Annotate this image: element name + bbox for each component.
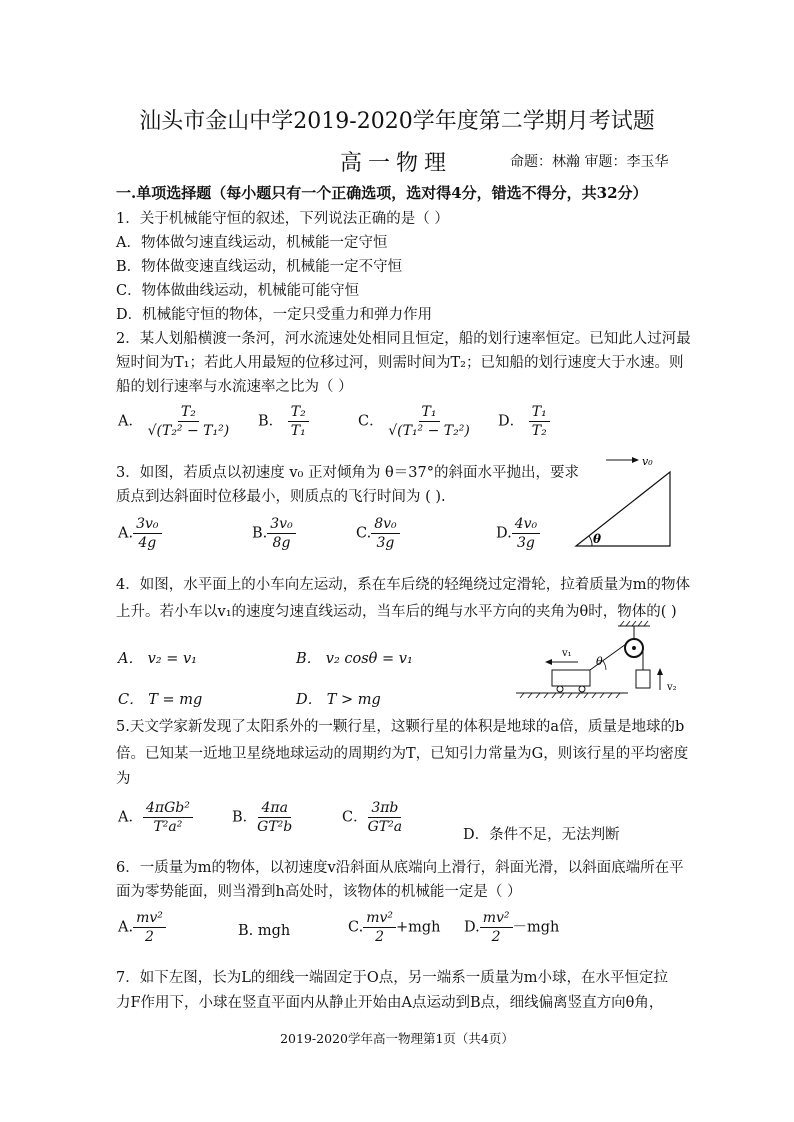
q2-b-den: T₁ xyxy=(290,423,306,439)
ground-hatch xyxy=(520,693,620,698)
v2-label: v₂ xyxy=(667,682,677,693)
q3-option-c xyxy=(356,516,400,551)
q2-option-c xyxy=(358,404,470,439)
q3-c-den: 3g xyxy=(376,535,395,551)
q3-a-fraction xyxy=(133,516,161,551)
q6-option-b: B. mgh xyxy=(238,923,291,939)
q2-d-den: T₂ xyxy=(531,423,547,439)
q3-b-num: 3v₀ xyxy=(267,516,295,534)
q3-a-den: 4g xyxy=(138,535,157,551)
cart-wheel-right xyxy=(579,686,585,692)
q6-line-1: 6．一质量为m的物体，以初速度v沿斜面从底端向上滑行，斜面光滑，以斜面底端所在平 xyxy=(116,860,684,876)
section-heading: 一.单项选择题（每小题只有一个正确选项，选对得4分，错选不得分，共32分） xyxy=(116,184,648,202)
q5-option-c xyxy=(342,800,402,835)
theta-arc xyxy=(603,661,606,670)
ceiling-hatch xyxy=(620,621,648,626)
q1-option-a: A．物体做匀速直线运动，机械能一定守恒 xyxy=(116,235,388,251)
q2-b-label: B． xyxy=(258,413,284,430)
q3-c-fraction xyxy=(371,516,399,551)
q5-a-den: T²a² xyxy=(153,819,183,835)
q5-c-fraction xyxy=(368,800,402,835)
q2-option-a xyxy=(118,404,229,439)
q4-option-d: D． T > mg xyxy=(296,692,381,708)
q2-d-num: T₁ xyxy=(529,404,550,422)
q3-line-1: 3．如图，若质点以初速度 v₀ 正对倾角为 θ＝37°的斜面水平抛出，要求 xyxy=(116,465,579,481)
authors-line: 命题：林瀚 审题：李玉华 xyxy=(510,154,669,170)
q3-c-num: 8v₀ xyxy=(371,516,399,534)
theta-label: θ xyxy=(593,532,602,546)
q5-c-den: GT²a xyxy=(367,819,403,835)
q3-option-a xyxy=(118,516,162,551)
q5-option-a xyxy=(118,800,193,835)
q2-c-num: T₁ xyxy=(419,404,440,422)
q6-a-label: A. xyxy=(118,919,134,936)
q2-d-label: D． xyxy=(498,413,525,430)
q4-line-1: 4．如图，水平面上的小车向左运动，系在车后绕的轻绳绕过定滑轮，拉着质量为m的物体 xyxy=(116,577,690,593)
q5-b-fraction xyxy=(257,800,292,835)
q5-line-3: 为 xyxy=(116,771,131,787)
q2-b-num: T₂ xyxy=(288,404,309,422)
q6-option-d xyxy=(464,910,559,945)
q3-c-label: C. xyxy=(356,525,372,542)
q3-d-fraction xyxy=(512,516,540,551)
q2-line-1: 2．某人划船横渡一条河，河水流速处处相同且恒定，船的划行速率恒定。已知此人过河最 xyxy=(116,331,691,347)
q5-a-label: A． xyxy=(118,809,143,826)
q6-option-c xyxy=(348,910,441,945)
q5-option-b xyxy=(232,800,292,835)
q2-b-fraction xyxy=(288,404,309,439)
page-footer: 2019-2020学年高一物理第1页（共4页） xyxy=(280,1031,514,1046)
q6-d-fraction xyxy=(480,910,513,945)
q2-c-den: √(T₁² − T₂²) xyxy=(388,423,470,439)
q2-a-fraction xyxy=(148,404,230,439)
q6-d-label: D. xyxy=(464,919,480,936)
q2-line-3: 船的划行速率与水流速率之比为（ ） xyxy=(116,379,353,395)
q3-option-d xyxy=(496,516,540,551)
q5-a-fraction xyxy=(143,800,193,835)
q2-option-b xyxy=(258,404,309,439)
q6-c-label: C. xyxy=(348,919,364,936)
v0-arrow-head xyxy=(632,457,639,463)
q1-stem: 1．关于机械能守恒的叙述，下列说法正确的是（ ） xyxy=(116,211,449,227)
q3-d-label: D. xyxy=(496,525,512,542)
q3-b-label: B. xyxy=(252,525,268,542)
q5-line-2: 倍。已知某一近地卫星绕地球运动的周期约为T，已知引力常量为G，则该行星的平均密度 xyxy=(116,746,689,762)
cart-body xyxy=(552,670,590,686)
q6-c-suffix: +mgh xyxy=(395,919,441,936)
q3-b-fraction xyxy=(267,516,295,551)
q5-c-num: 3πb xyxy=(368,800,401,818)
q5-c-label: C． xyxy=(342,809,368,826)
q2-c-label: C． xyxy=(358,413,384,430)
q1-option-d: D．机械能守恒的物体，一定只受重力和弹力作用 xyxy=(116,307,433,323)
q6-d-suffix: －mgh xyxy=(512,919,560,936)
q6-option-a xyxy=(118,910,166,945)
q1-option-c: C．物体做曲线运动，机械能可能守恒 xyxy=(116,283,360,299)
q6-d-den: 2 xyxy=(491,929,501,945)
theta-arc xyxy=(589,536,592,546)
q3-line-2: 质点到达斜面时位移最小，则质点的飞行时间为 ( ). xyxy=(116,489,446,505)
q3-a-num: 3v₀ xyxy=(133,516,161,534)
q1-option-b: B．物体做变速直线运动，机械能一定不守恒 xyxy=(116,259,403,275)
q6-a-den: 2 xyxy=(145,929,154,945)
incline-triangle xyxy=(576,472,670,546)
q6-c-fraction xyxy=(363,910,396,945)
cart-pulley-figure xyxy=(510,618,685,706)
cart-wheel-left xyxy=(557,686,563,692)
q4-line-2: 上升。若小车以v₁的速度匀速直线运动，当车后的绳与水平方向的夹角为θ时，物体的( ) xyxy=(116,604,677,620)
q7-line-2: 力F作用下，小球在竖直平面内从静止开始由A点运动到B点，细线偏离竖直方向θ角， xyxy=(116,995,664,1011)
q6-line-2: 面为零势能面，则当滑到h高处时，该物体的机械能一定是（ ） xyxy=(116,884,522,900)
v1-label: v₁ xyxy=(562,648,572,659)
q4-option-a: A． v₂ = v₁ xyxy=(118,651,197,667)
q2-c-fraction xyxy=(388,404,470,439)
q6-a-num: mv² xyxy=(133,910,166,928)
q5-b-den: GT²b xyxy=(257,819,293,835)
q3-d-den: 3g xyxy=(517,535,535,551)
incline-figure xyxy=(570,452,680,552)
pulley-axle xyxy=(632,646,636,650)
q5-b-num: 4πa xyxy=(258,800,290,818)
q6-c-num: mv² xyxy=(363,910,396,928)
v2-arrow-head xyxy=(657,668,663,675)
v0-label: v₀ xyxy=(642,455,653,468)
q2-a-den: √(T₂² − T₁²) xyxy=(147,423,230,439)
q4-option-c: C． T = mg xyxy=(118,692,203,708)
q6-c-den: 2 xyxy=(375,929,385,945)
q2-option-d xyxy=(498,404,550,439)
q3-option-b xyxy=(252,516,296,551)
theta-label: θ xyxy=(596,655,603,668)
q4-option-b: B． v₂ cosθ = v₁ xyxy=(296,651,413,667)
q3-b-den: 8g xyxy=(272,535,291,551)
exam-title: 汕头市金山中学2019-2020学年度第二学期月考试题 xyxy=(139,109,655,134)
q3-a-label: A. xyxy=(118,525,134,542)
q5-b-label: B． xyxy=(232,809,258,826)
q6-d-num: mv² xyxy=(480,910,513,928)
q5-line-1: 5.天文学家新发现了太阳系外的一颗行星，这颗行星的体积是地球的a倍，质量是地球的b xyxy=(116,719,685,735)
q6-a-fraction xyxy=(133,910,166,945)
q5-option-d: D．条件不足，无法判断 xyxy=(463,827,620,843)
q2-line-2: 短时间为T₁；若此人用最短的位移过河，则需时间为T₂；已知船的划行速度大于水速。则 xyxy=(116,355,684,371)
hanging-block xyxy=(636,670,650,688)
q2-a-label: A． xyxy=(118,413,143,430)
v1-arrow-head xyxy=(545,659,552,665)
q7-line-1: 7．如下左图，长为L的细线一端固定于O点，另一端系一质量为m小球，在水平恒定拉 xyxy=(116,970,668,986)
q5-a-num: 4πGb² xyxy=(143,800,193,818)
q3-d-num: 4v₀ xyxy=(512,516,540,534)
q2-d-fraction xyxy=(529,404,550,439)
subject-title: 高一物理 xyxy=(340,151,453,176)
q2-a-num: T₂ xyxy=(178,404,199,422)
